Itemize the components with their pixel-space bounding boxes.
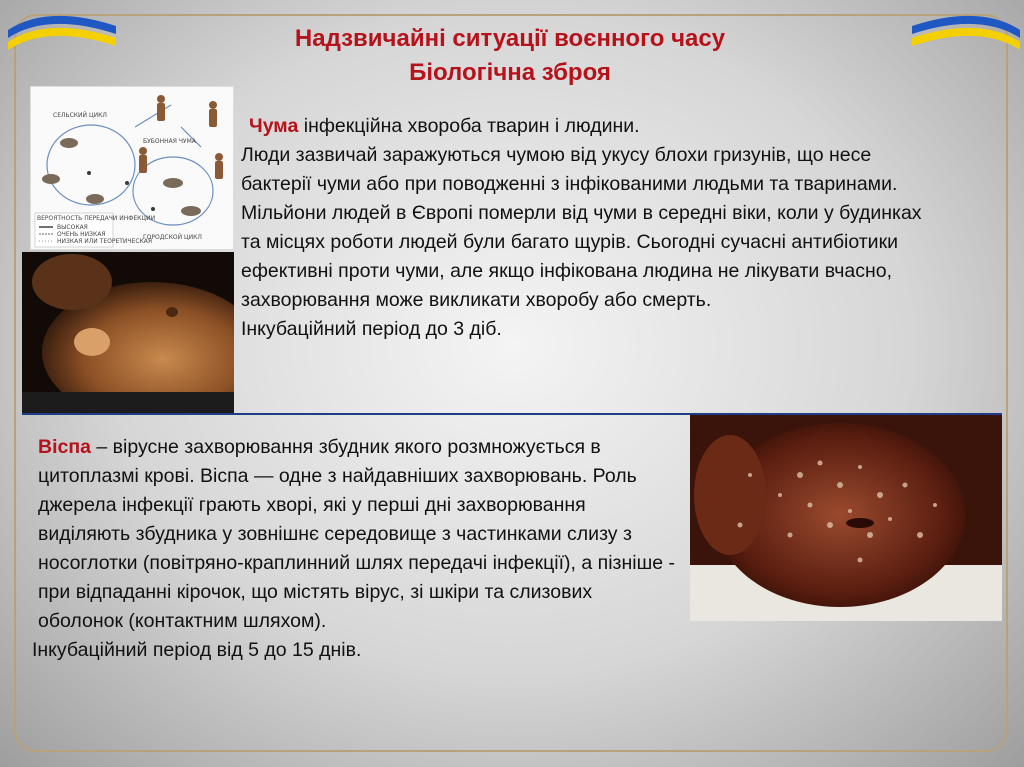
smallpox-patient-photo <box>690 415 1002 621</box>
urban-cycle-label: ГОРОДСКОЙ ЦИКЛ <box>143 234 202 241</box>
slide-title <box>200 22 820 90</box>
title-line-1: Надзвичайні ситуації воєнного часу <box>294 25 726 52</box>
legend-high: ВЫСОКАЯ <box>57 224 88 231</box>
smallpox-incubation: Інкубаційний період від 5 до 15 днів. <box>32 639 362 661</box>
ukraine-flag-right-icon <box>908 0 1020 56</box>
ukraine-flag-left-icon <box>8 0 120 56</box>
plague-body: Люди зазвичай заражуються чумою від укусу блохи гризунів, що несе бактерії чуми або при поводженні з інфікованими людьми та тваринами. Мільйони людей в Європі померли від чуми в середні віки, коли у будинках та місцях роботи людей були багато щурів. Сьогодні сучасні антибіотики ефективні проти чуми, але якщо інфікована людина не лікувати вчасно, захворювання може викликати хворобу або смерть. <box>241 144 922 311</box>
smallpox-description <box>26 433 676 665</box>
plague-patient-photo <box>22 252 234 414</box>
rural-cycle-label: СЕЛЬСКИЙ ЦИКЛ <box>53 112 107 119</box>
legend-low: ОЧЕНЬ НИЗКАЯ <box>57 231 106 238</box>
legend-theoretical: НИЗКАЯ ИЛИ ТЕОРЕТИЧЕСКАЯ <box>57 238 153 245</box>
title-line-2: Біологічна зброя <box>409 59 611 86</box>
smallpox-intro: – вірусне захворювання збудник якого розмножується в цитоплазмі крові. Віспа — одне з найдавніших захворювань. Роль джерела інфекції грають хворі, які у перші дні захворювання виділяють збудника у зовнішнє середовище з частинками слизу з носоглотки (повітряно-краплинний шлях передачі інфекції), а пізніше - при відпаданні кірочок, що містять вірус, зі шкіри та слизових оболонок (контактним шляхом). <box>38 436 675 632</box>
plague-incubation: Інкубаційний період до 3 діб. <box>241 318 502 340</box>
bubonic-label: БУБОННАЯ ЧУМА <box>143 138 196 145</box>
smallpox-keyword: Віспа <box>38 436 91 458</box>
plague-cycle-diagram <box>30 86 234 250</box>
plague-description <box>241 112 941 344</box>
plague-keyword: Чума <box>249 115 299 137</box>
plague-intro: інфекційна хвороба тварин і людини. <box>298 115 640 137</box>
legend-title: ВЕРОЯТНОСТЬ ПЕРЕДАЧИ ИНФЕКЦИИ <box>37 215 156 222</box>
